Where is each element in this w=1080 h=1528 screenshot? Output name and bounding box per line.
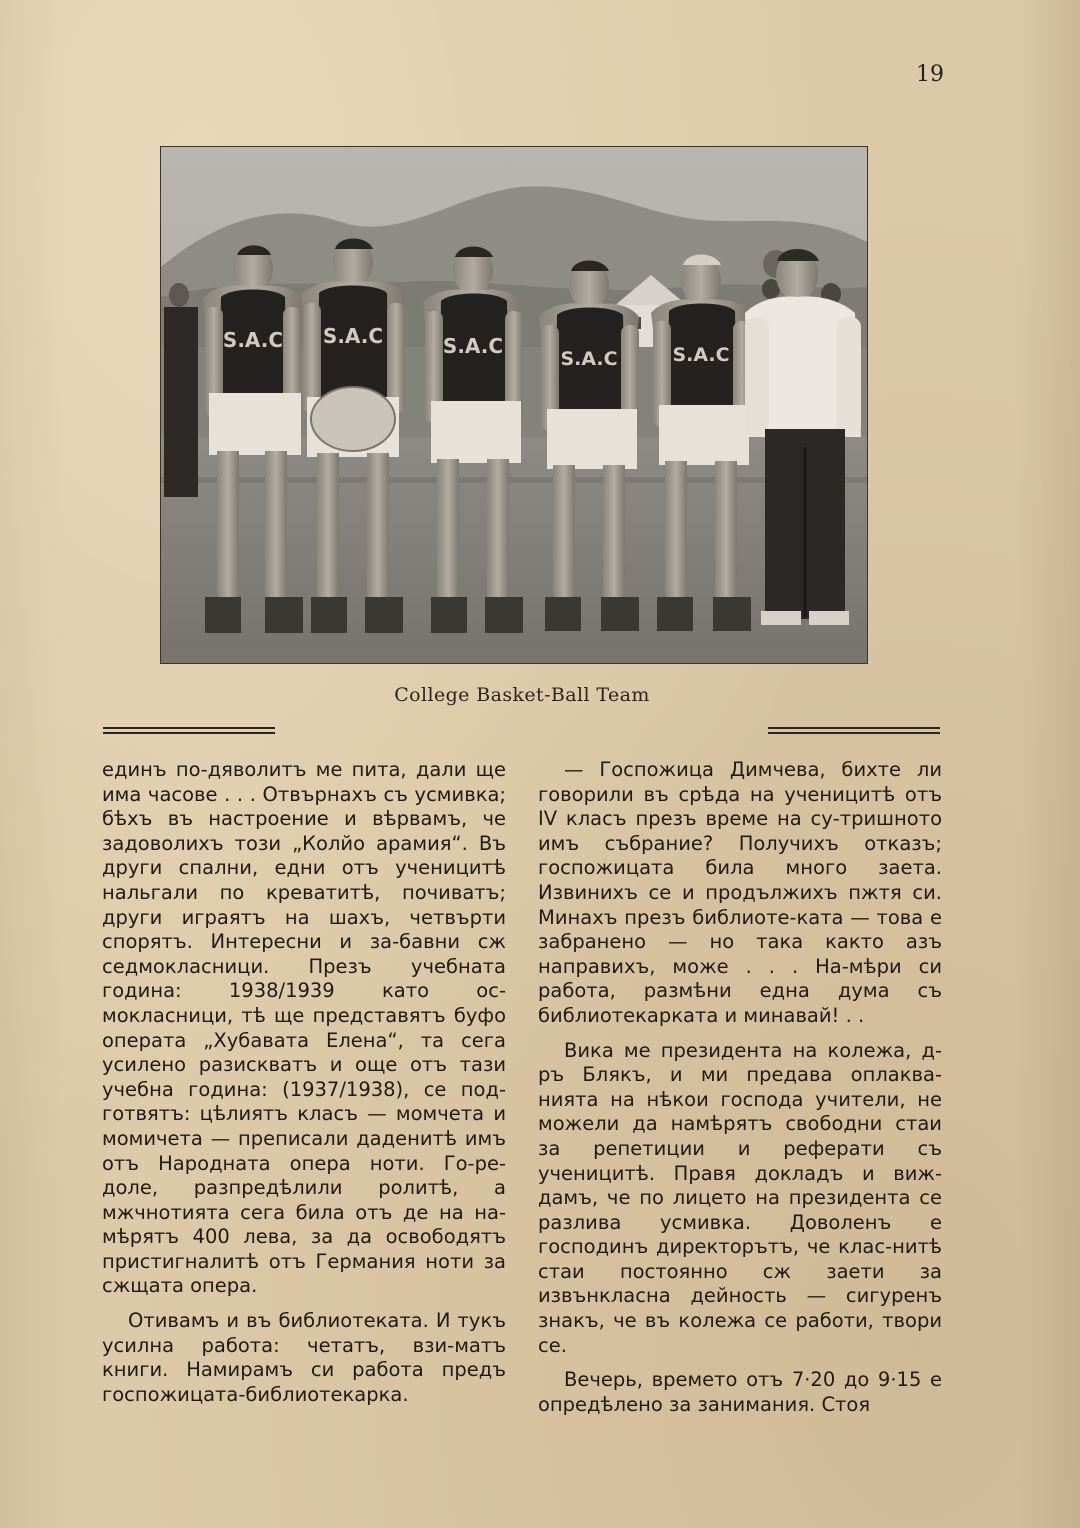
photo-caption: College Basket-Ball Team	[394, 684, 650, 706]
paragraph: единъ по-дяволитъ ме пита, дали ще има часове . . . Отвърнахъ съ усмивка; бѣхъ въ настроение и вѣрвамъ, че задоволихъ този „Колйо арамия“. Въ други спални, едни отъ ученицитѣ нальгали по креватитѣ, почиватъ; други играятъ на шахъ, четвърти спорятъ. Интересни и за-бавни сж седмокласници. Презъ учебната година: 1938/1939 като ос-мокласници, тѣ ще представятъ буфо операта „Хубавата Елена“, та сега усилено разискватъ и още отъ тази учебна година: (1937/1938), се под-готвятъ: цѣлиятъ класъ — момчета и момичета — преписали даденитѣ имъ отъ Народната опера ноти. Го-ре-доле, разпредѣлили ролитѣ, а мжчнотията сега била отъ де на на-мѣрятъ 400 лева, за да освободятъ пристигналитѣ отъ Германия ноти за сжщата опера.	[102, 758, 506, 1298]
section-divider-left	[103, 727, 275, 734]
jersey-lettering: S.A.C	[322, 324, 384, 348]
paragraph: Отивамъ и въ библиотеката. И тукъ усилна работа: четатъ, взи-матъ книги. Намирамъ си работа предъ госпожицата-библиотекарка.	[102, 1309, 506, 1406]
page-number: 19	[916, 62, 944, 87]
team-photograph	[160, 146, 868, 664]
paragraph: — Госпожица Димчева, бихте ли говорили въ срѣда на ученицитѣ отъ IV класъ презъ време на су-тришното имъ събрание? Получихъ отказъ; госпожицата била много заета. Извинихъ се и продължихъ пжтя си. Минахъ презъ библиоте-ката — това е забранено — но така както азъ направихъ, може . . . На-мѣри си работа, размѣни една дума съ библиотекарката и минавай! . .	[538, 758, 942, 1027]
jersey-lettering: S.A.C	[442, 334, 504, 358]
paragraph: Вика ме президента на колежа, д-ръ Блякъ, и ми предава оплаква-нията на нѣкои господа учители, не можели да намѣрятъ свободни стаи за репетиции и реферати съ ученицитѣ. Правя докладъ и виж-дамъ, че по лицето на президента се разлива усмивка. Доволенъ е господинъ директорътъ, че клас-нитѣ стаи постоянно сж заети за извънкласна дейность — сигуренъ знакъ, че въ колежа се работи, твори се.	[538, 1038, 942, 1357]
paragraph: Вечерь, времето отъ 7·20 до 9·15 е опредѣлено за занимания. Стоя	[538, 1368, 942, 1416]
section-divider-right	[768, 727, 940, 734]
text-column-left	[102, 758, 506, 1407]
jersey-lettering: S.A.C	[222, 328, 284, 352]
text-column-right	[538, 758, 942, 1417]
jersey-lettering: S.A.C	[560, 348, 618, 370]
jersey-lettering: S.A.C	[672, 344, 730, 366]
